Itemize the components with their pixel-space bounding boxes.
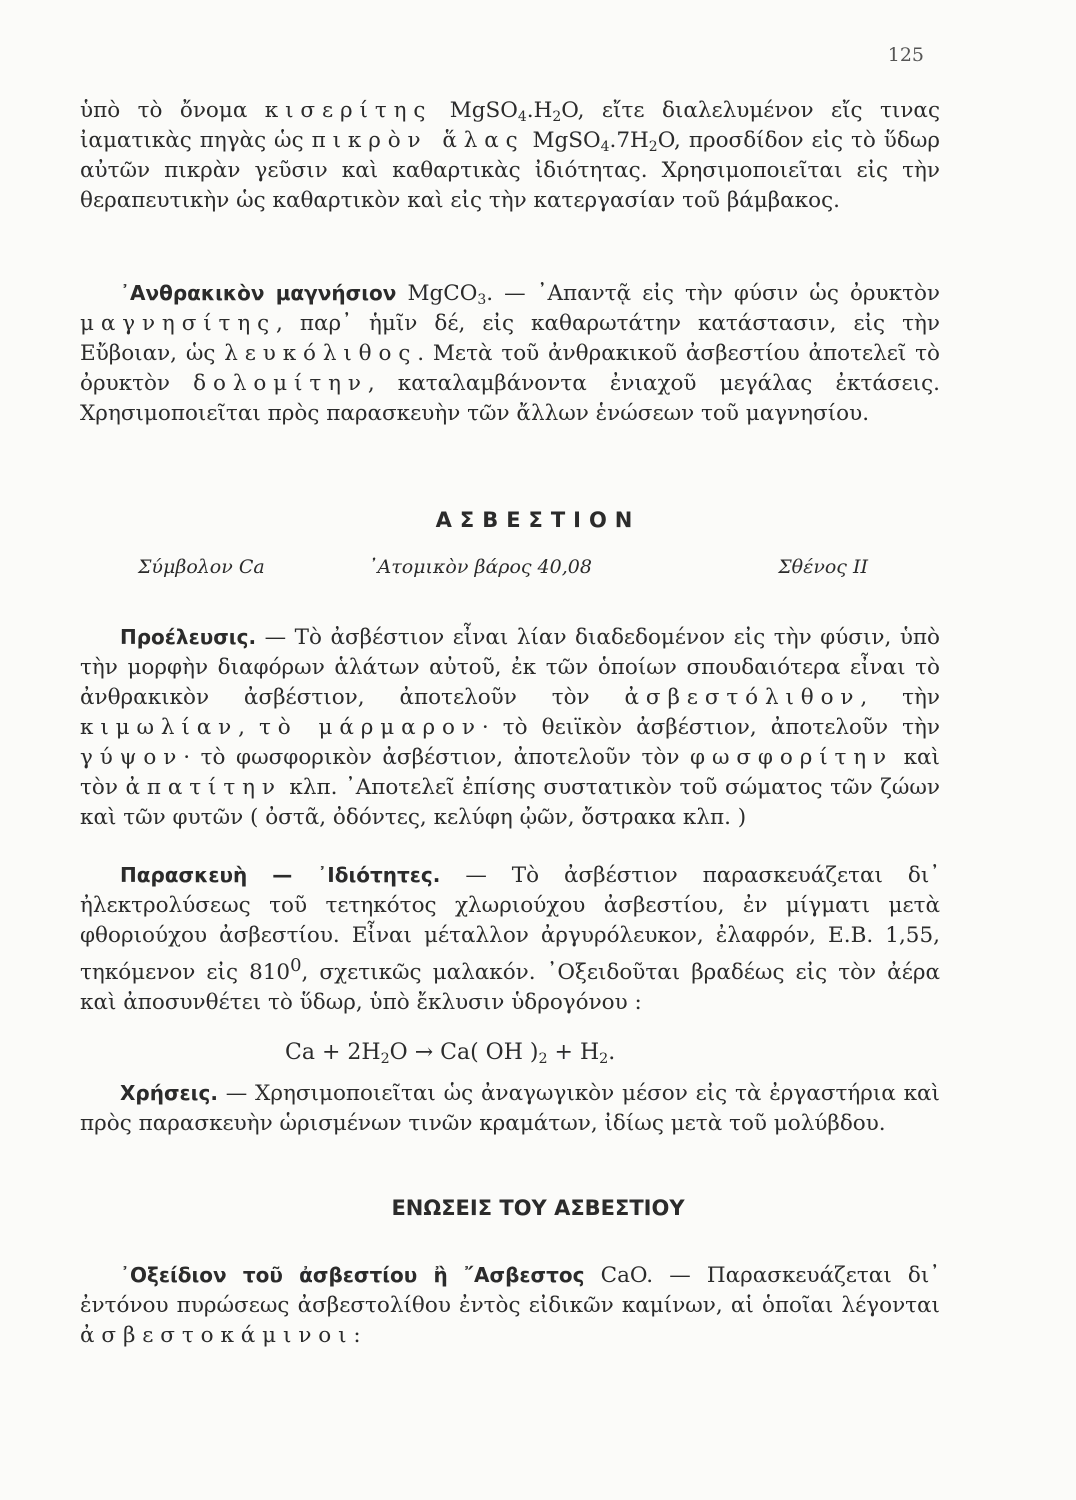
paragraph-preparation-properties: Παρασκευὴ — ᾿Ιδιότητες. — Τὸ ἀσβέστιον παρασκευάζεται δι᾿ ἠλεκτρολύσεως τοῦ τετηκότος χλωριούχου ἀσβεστίου, ἐν μίγματι μετὰ φθοριούχου ἀσβεστίου. Εἶναι μέταλλον ἀργυρόλευκον, ἐλαφρόν, Ε.Β. 1,55, τηκόμενον εἰς $810^0$, σχετικῶς μαλακόν. ᾿Οξειδοῦται βραδέως εἰς τὸν ἀέρα καὶ ἀποσυνθέτει τὸ ὕδωρ, ὑπὸ ἔκλυσιν ὑδρογόνου :	[80, 863, 940, 1016]
compounds-title: ΕΝΩΣΕΙΣ ΤΟΥ ΑΣΒΕΣΤΙΟΥ	[391, 1196, 685, 1220]
section-title: ΑΣΒΕΣΤΙΟΝ	[435, 508, 641, 532]
spaced-term: φωσφορίτην	[690, 745, 894, 770]
spaced-term: μαγνησίτης	[80, 311, 277, 336]
paragraph-lead: Προέλευσις.	[120, 625, 257, 649]
paragraph-lead: Χρήσεις.	[120, 1081, 218, 1105]
paragraph-kieserite: ὑπὸ τὸ ὄνομα κισερίτης $MgSO_4.H_2O$, εἴτε διαλελυμένον εἴς τινας ἰαματικὰς πηγὰς ὡς πικρὸν ἅλας $MgSO_4.7H_2O$, προσδίδον εἰς τὸ ὕδωρ αὐτῶν πικρὰν γεῦσιν καὶ καθαρτικὰς ἰδιότητας. Χρησιμοποιεῖται εἰς τὴν θεραπευτικὴν ὡς καθαρτικὸν καὶ εἰς τὴν κατεργασίαν τοῦ βάμβακος.	[80, 98, 940, 213]
valence: Σθένος II	[778, 556, 868, 578]
paragraph-lead: Παρασκευὴ — ᾿Ιδιότητες.	[120, 863, 441, 887]
spaced-term: γύψον	[80, 745, 184, 770]
spaced-term: ἀσβεστόλιθον	[624, 685, 861, 710]
page-number: 125	[887, 44, 924, 66]
paragraph-lead: ᾿Οξείδιον τοῦ ἀσβεστίου ἢ ῎Ασβεστος	[120, 1263, 585, 1287]
spaced-term: λευκόλιθος	[224, 341, 418, 366]
paragraph-uses: Χρήσεις. — Χρησιμοποιεῖται ὡς ἀναγωγικὸν μέσον εἰς τὰ ἐργαστήρια καὶ πρὸς παρασκευὴν ὡρισμένων τινῶν κραμάτων, ἰδίως μετὰ τοῦ μολύβδου.	[80, 1081, 940, 1136]
spaced-term: κισερίτης	[264, 98, 433, 123]
spaced-term: κιμωλίαν	[80, 715, 239, 740]
element-symbol: Σύμβολον Ca	[138, 556, 265, 578]
spaced-term: ἀσβεστοκάμινοι	[80, 1323, 354, 1348]
spaced-term: δολομίτην	[193, 371, 368, 396]
paragraph-magnesium-carbonate: ᾿Ανθρακικὸν μαγνήσιον MgCO$_3$. — ᾿Απαντᾷ εἰς τὴν φύσιν ὡς ὀρυκτὸν μαγνησίτης, παρ᾿ ἡμῖν δέ, εἰς καθαρωτάτην κατάστασιν, εἰς τὴν Εὔβοιαν, ὡς λευκόλιθος. Μετὰ τοῦ ἀνθρακικοῦ ἀσβεστίου ἀποτελεῖ τὸ ὀρυκτὸν δολομίτην, καταλαμβάνοντα ἐνιαχοῦ μεγάλας ἐκτάσεις. Χρησιμοποιεῖται πρὸς παρασκευὴν τῶν ἄλλων ἑνώσεων τοῦ μαγνησίου.	[80, 281, 940, 426]
paragraph-lead: ᾿Ανθρακικὸν μαγνήσιον	[120, 281, 397, 305]
spaced-term: ἀπατίτην	[125, 775, 282, 800]
chemical-equation: $Ca + 2H_2O \to Ca$( OH )$_2 + H_2$.	[285, 1040, 616, 1067]
paragraph-occurrence: Προέλευσις. — Τὸ ἀσβέστιον εἶναι λίαν διαδεδομένον εἰς τὴν φύσιν, ὑπὸ τὴν μορφὴν διαφόρων ἁλάτων αὐτοῦ, ἐκ τῶν ὁποίων σπουδαιότερα εἶναι τὸ ἀνθρακικὸν ἀσβέστιον, ἀποτελοῦν τὸν ἀσβεστόλιθον, τὴν κιμωλίαν, τὸ μάρμαρον· τὸ θειϊκὸν ἀσβέστιον, ἀποτελοῦν τὴν γύψον· τὸ φωσφορικὸν ἀσβέστιον, ἀποτελοῦν τὸν φωσφορίτην καὶ τὸν ἀπατίτην κλπ. ᾿Αποτελεῖ ἐπίσης συστατικὸν τοῦ σώματος τῶν ζώων καὶ τῶν φυτῶν ( ὀστᾶ, ὀδόντες, κελύφη ᾠῶν, ὄστρακα κλπ. )	[80, 625, 940, 830]
element-info-row	[138, 556, 868, 586]
spaced-term: τὸ μάρμαρον	[258, 715, 482, 740]
paragraph-calcium-oxide: ᾿Οξείδιον τοῦ ἀσβεστίου ἢ ῎Ασβεστος CaO. — Παρασκευάζεται δι᾿ ἐντόνου πυρώσεως ἀσβεστολίθου ἐντὸς εἰδικῶν καμίνων, αἱ ὁποῖαι λέγονται ἀσβεστοκάμινοι:	[80, 1263, 940, 1348]
spaced-term: πικρὸν ἅλας	[311, 128, 525, 153]
atomic-weight: ᾿Ατομικὸν βάρος 40,08	[368, 556, 592, 578]
